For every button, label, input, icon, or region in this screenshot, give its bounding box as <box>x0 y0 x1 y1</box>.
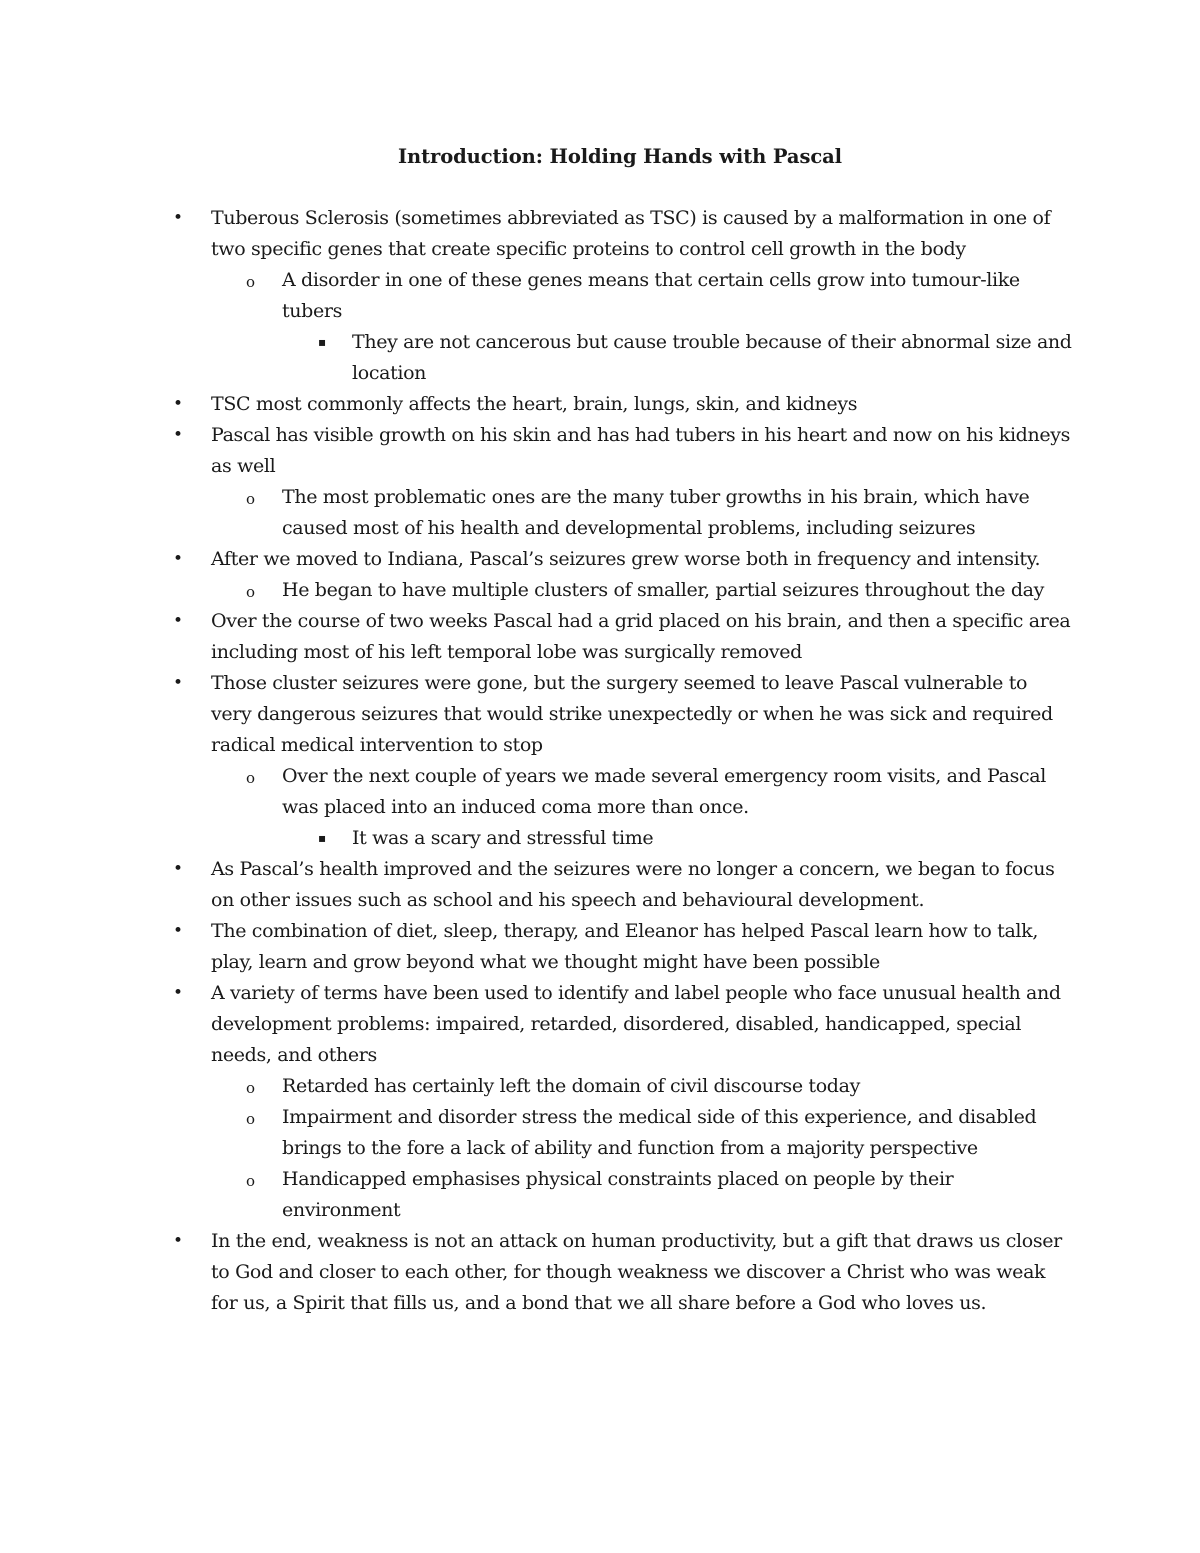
list-item <box>0 482 1200 544</box>
list-item-text: Over the next couple of years we made several emergency room visits, and Pascal was placed into an induced coma more than once. <box>282 765 1047 818</box>
list-item-text: The combination of diet, sleep, therapy, and Eleanor has helped Pascal learn how to talk, play, learn and grow beyond what we thought might have been possible <box>211 920 1039 973</box>
list-item <box>0 203 1200 265</box>
bullet-dot-icon: • <box>173 611 183 631</box>
list-item-text: Retarded has certainly left the domain of civil discourse today <box>282 1075 860 1097</box>
bullet-circle-icon: o <box>246 1079 255 1097</box>
list-item-text: They are not cancerous but cause trouble because of their abnormal size and location <box>352 331 1072 384</box>
list-item <box>0 668 1200 761</box>
bullet-circle-icon: o <box>246 769 255 787</box>
list-item-text: Pascal has visible growth on his skin and has had tubers in his heart and now on his kidneys as well <box>211 424 1071 477</box>
bullet-dot-icon: • <box>173 859 183 879</box>
bullet-dot-icon: • <box>173 983 183 1003</box>
list-item <box>0 1226 1200 1319</box>
list-item-text: He began to have multiple clusters of smaller, partial seizures throughout the day <box>282 579 1045 601</box>
page-title: Introduction: Holding Hands with Pascal <box>398 145 842 168</box>
list-item <box>0 420 1200 482</box>
bullet-square-icon: ▪ <box>318 831 326 845</box>
bullet-dot-icon: • <box>173 208 183 228</box>
list-item-text: A variety of terms have been used to identify and label people who face unusual health and development problems: impaired, retarded, disordered, disabled, handicapped, special needs, and others <box>211 982 1061 1066</box>
bullet-circle-icon: o <box>246 1172 255 1190</box>
list-item <box>0 823 1200 854</box>
list-item <box>0 978 1200 1071</box>
list-item <box>0 544 1200 575</box>
list-item <box>0 1102 1200 1164</box>
list-item <box>0 854 1200 916</box>
bullet-dot-icon: • <box>173 425 183 445</box>
bullet-dot-icon: • <box>173 394 183 414</box>
list-item-text: After we moved to Indiana, Pascal’s seizures grew worse both in frequency and intensity. <box>211 548 1041 570</box>
bullet-dot-icon: • <box>173 673 183 693</box>
list-item <box>0 606 1200 668</box>
list-item <box>0 1164 1200 1226</box>
outline-list <box>0 203 1200 1319</box>
list-item-text: TSC most commonly affects the heart, brain, lungs, skin, and kidneys <box>211 393 858 415</box>
list-item <box>0 327 1200 389</box>
list-item-text: It was a scary and stressful time <box>352 827 654 849</box>
bullet-dot-icon: • <box>173 549 183 569</box>
list-item <box>0 916 1200 978</box>
list-item-text: A disorder in one of these genes means that certain cells grow into tumour-like tubers <box>282 269 1020 322</box>
list-item-text: As Pascal’s health improved and the seizures were no longer a concern, we began to focus on other issues such as school and his speech and behavioural development. <box>211 858 1055 911</box>
list-item <box>0 1071 1200 1102</box>
bullet-circle-icon: o <box>246 490 255 508</box>
list-item <box>0 389 1200 420</box>
list-item-text: Over the course of two weeks Pascal had a grid placed on his brain, and then a specific area including most of his left temporal lobe was surgically removed <box>211 610 1071 663</box>
bullet-dot-icon: • <box>173 921 183 941</box>
list-item <box>0 761 1200 823</box>
list-item-text: In the end, weakness is not an attack on human productivity, but a gift that draws us closer to God and closer to each other, for though weakness we discover a Christ who was weak for us, a Spirit that fills us, and a bond that we all share before a God who loves us. <box>211 1230 1062 1314</box>
list-item-text: Impairment and disorder stress the medical side of this experience, and disabled brings to the fore a lack of ability and function from a majority perspective <box>282 1106 1037 1159</box>
list-item <box>0 575 1200 606</box>
list-item-text: Tuberous Sclerosis (sometimes abbreviated as TSC) is caused by a malformation in one of two specific genes that create specific proteins to control cell growth in the body <box>211 207 1051 260</box>
bullet-square-icon: ▪ <box>318 335 326 349</box>
list-item-text: The most problematic ones are the many tuber growths in his brain, which have caused most of his health and developmental problems, including seizures <box>282 486 1030 539</box>
bullet-circle-icon: o <box>246 273 255 291</box>
list-item <box>0 265 1200 327</box>
bullet-circle-icon: o <box>246 1110 255 1128</box>
bullet-dot-icon: • <box>173 1231 183 1251</box>
list-item-text: Handicapped emphasises physical constraints placed on people by their environment <box>282 1168 954 1221</box>
bullet-circle-icon: o <box>246 583 255 601</box>
list-item-text: Those cluster seizures were gone, but the surgery seemed to leave Pascal vulnerable to very dangerous seizures that would strike unexpectedly or when he was sick and required radical medical intervention to stop <box>211 672 1053 756</box>
